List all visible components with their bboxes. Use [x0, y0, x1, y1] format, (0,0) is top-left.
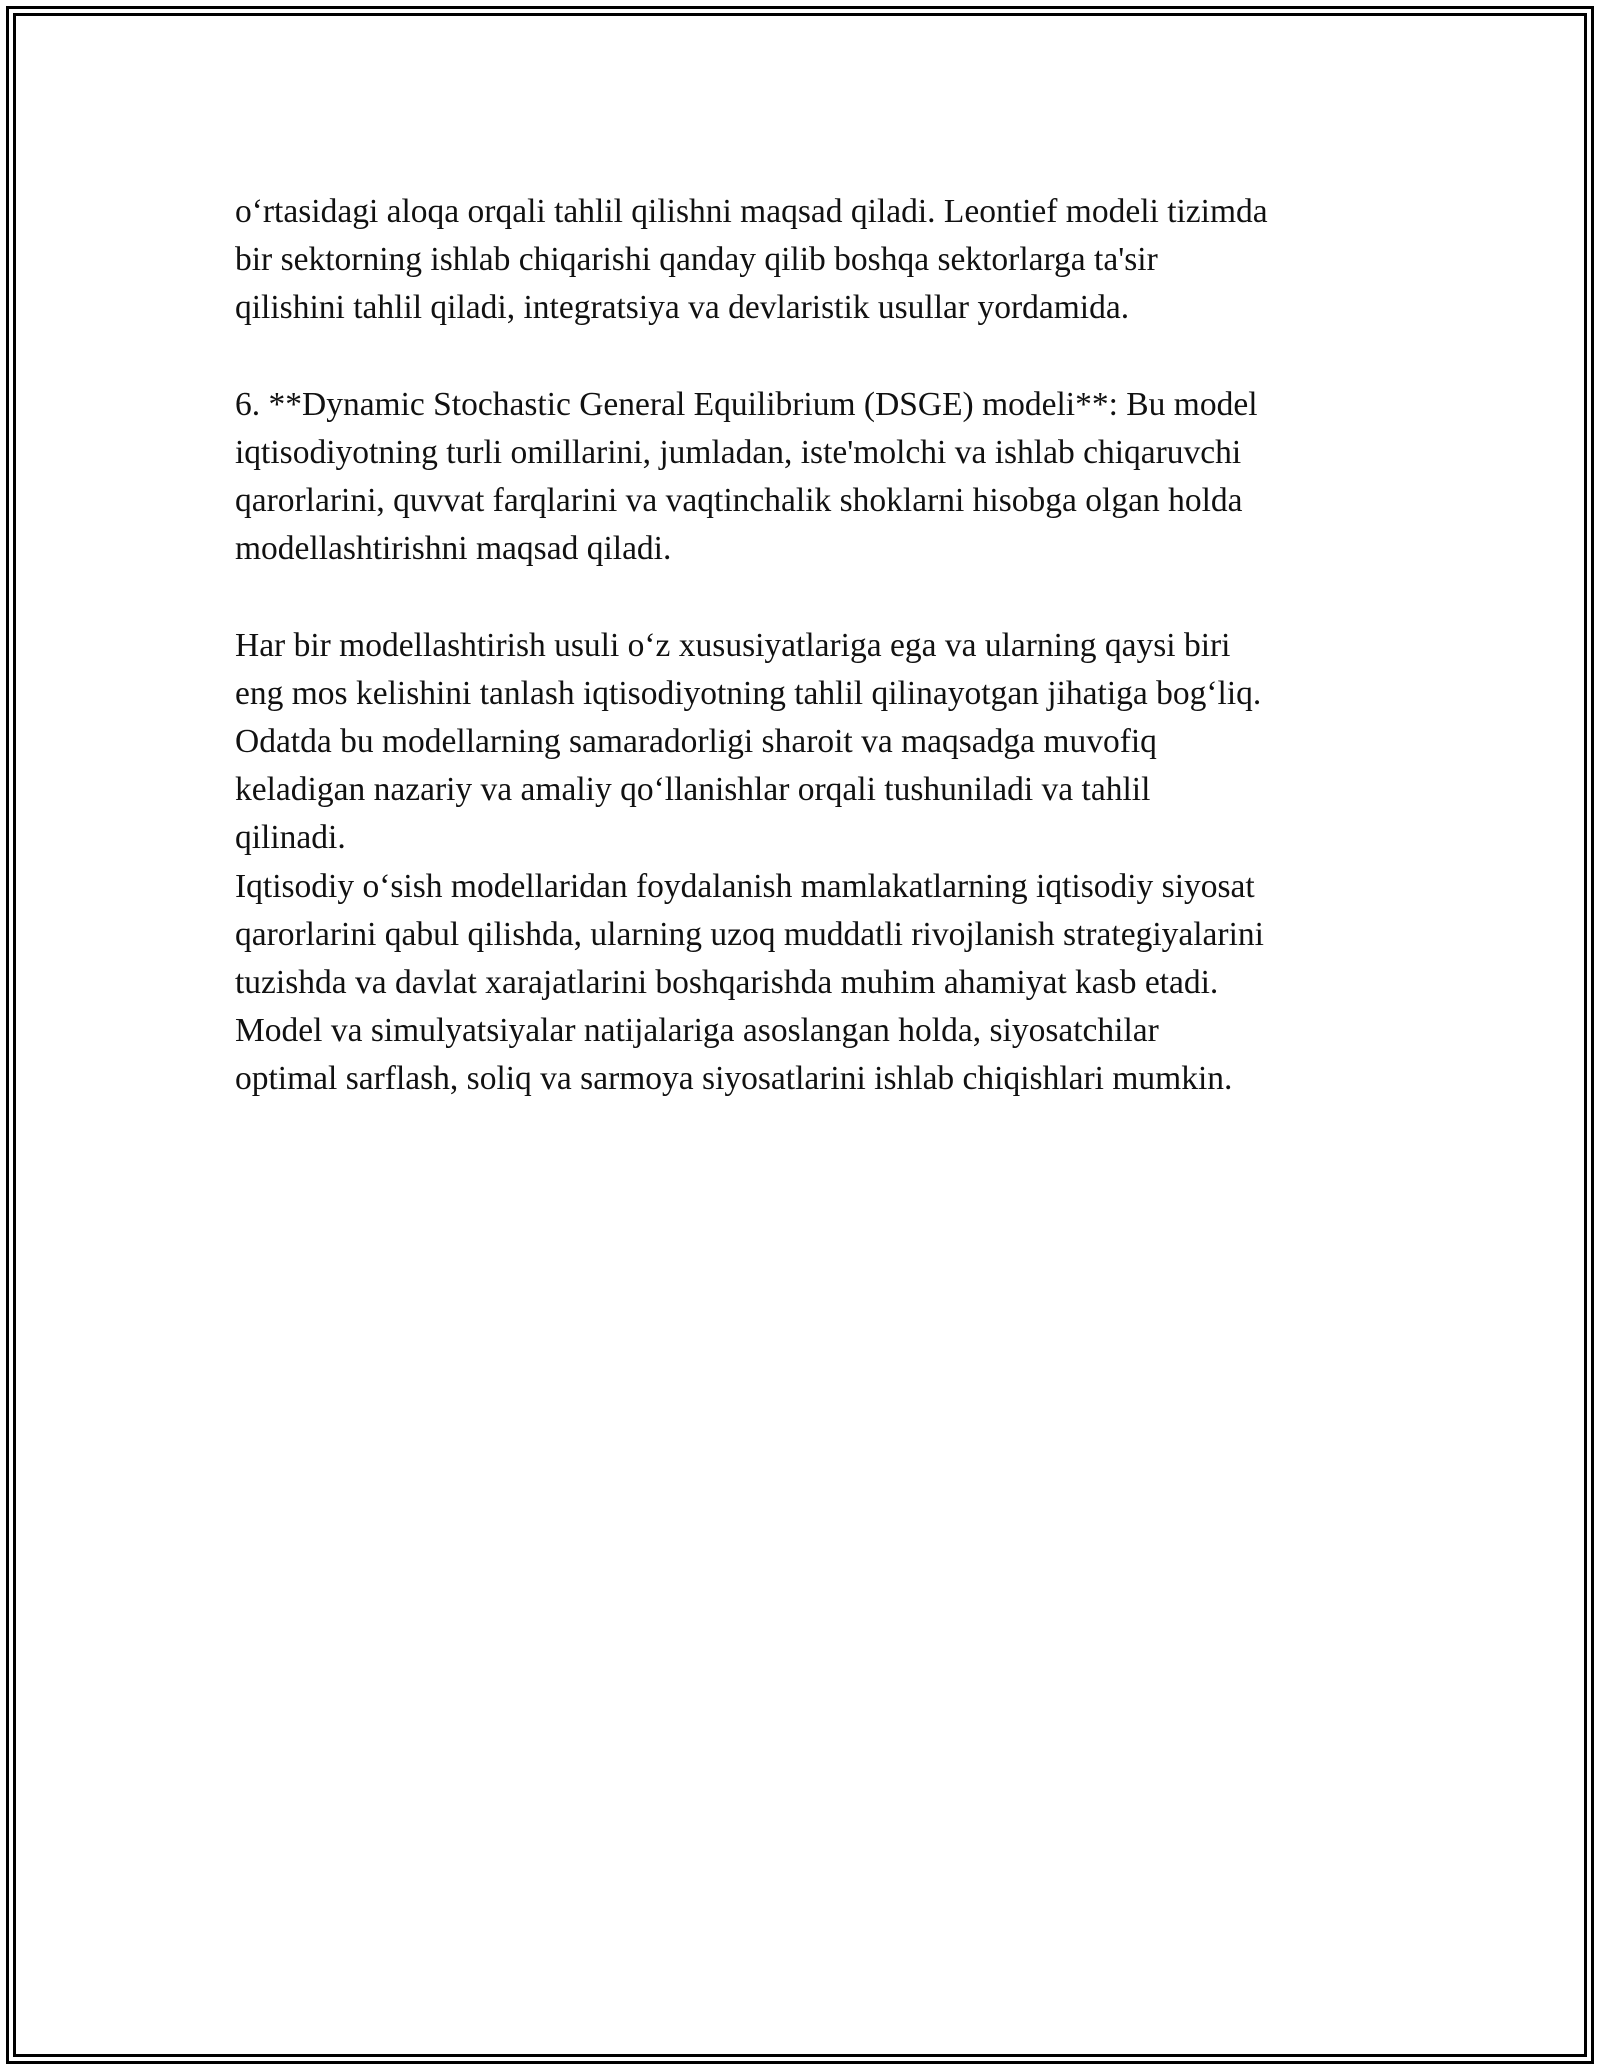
paragraph-dsge: [235, 381, 1395, 574]
text-line: qilishini tahlil qiladi, integratsiya va devlaristik usullar yordamida.: [235, 289, 1130, 327]
text-line: Odatda bu modellarning samaradorligi sharoit va maqsadga muvofiq: [235, 723, 1157, 761]
paragraph-gap: [235, 333, 1395, 381]
text-line: Iqtisodiy o‘sish modellaridan foydalanish mamlakatlarning iqtisodiy siyosat: [235, 867, 1255, 905]
text-line: 6. **Dynamic Stochastic General Equilibrium (DSGE) modeli**: Bu model: [235, 385, 1258, 423]
text-line: qilinadi.: [235, 819, 346, 857]
text-line: bir sektorning ishlab chiqarishi qanday qilib boshqa sektorlarga ta'sir: [235, 241, 1158, 279]
text-line: eng mos kelishini tanlash iqtisodiyotning tahlil qilinayotgan jihatiga bog‘liq.: [235, 674, 1262, 712]
text-line: iqtisodiyotning turli omillarini, jumladan, iste'molchi va ishlab chiqaruvchi: [235, 433, 1242, 471]
text-line: tuzishda va davlat xarajatlarini boshqarishda muhim ahamiyat kasb etadi.: [235, 964, 1219, 1001]
text-line: o‘rtasidagi aloqa orqali tahlil qilishni maqsad qiladi. Leontief modeli tizimda: [235, 193, 1268, 230]
paragraph-summary: [235, 622, 1395, 863]
text-line: qarorlarini qabul qilishda, ularning uzoq muddatli rivojlanish strategiyalarini: [235, 915, 1264, 953]
document-body: [235, 188, 1395, 1104]
paragraph-gap: [235, 574, 1395, 622]
text-line: optimal sarflash, soliq va sarmoya siyosatlarini ishlab chiqishlari mumkin.: [235, 1060, 1233, 1098]
paragraph-leontief: [235, 188, 1395, 333]
text-line: qarorlarini, quvvat farqlarini va vaqtinchalik shoklarni hisobga olgan holda: [235, 482, 1243, 520]
text-line: Har bir modellashtirish usuli o‘z xususiyatlariga ega va ularning qaysi biri: [235, 626, 1231, 664]
text-line: modellashtirishni maqsad qiladi.: [235, 530, 672, 568]
text-line: keladigan nazariy va amaliy qo‘llanishlar orqali tushuniladi va tahlil: [235, 771, 1151, 809]
text-line: Model va simulyatsiyalar natijalariga asoslangan holda, siyosatchilar: [235, 1012, 1159, 1050]
paragraph-policy: [235, 863, 1395, 1104]
